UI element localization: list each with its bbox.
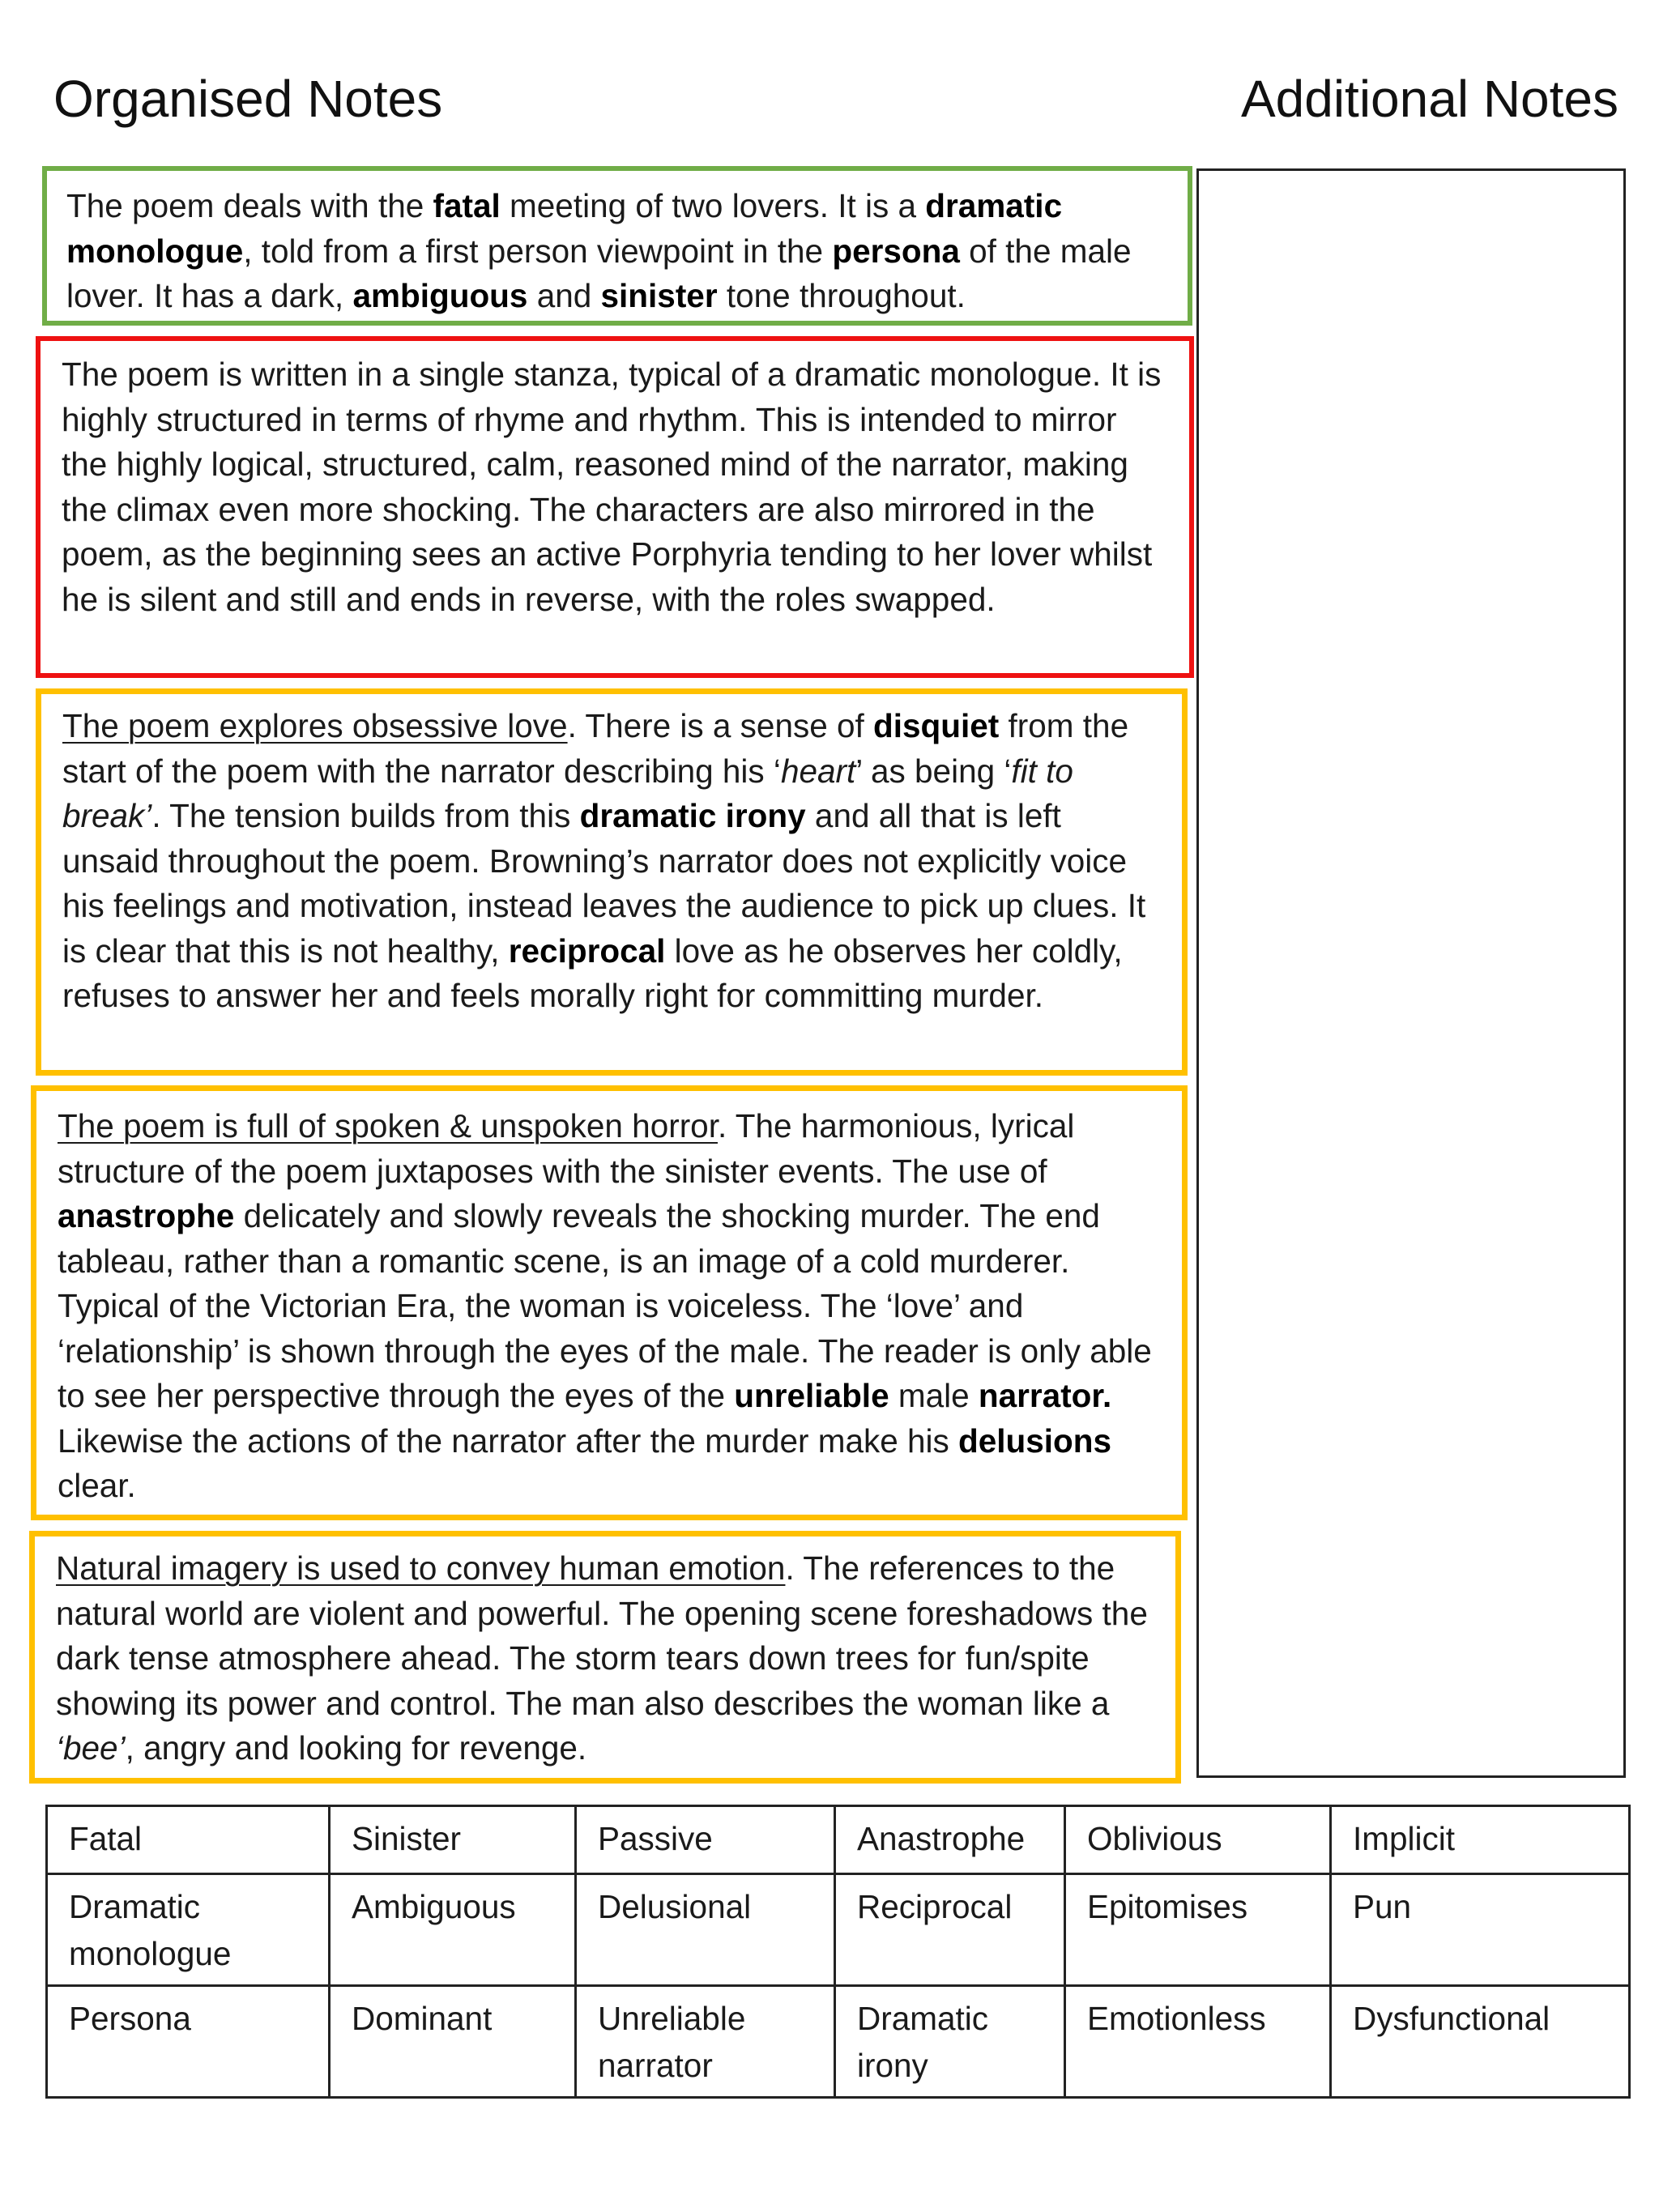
key-term: dramatic irony (579, 797, 806, 834)
additional-notes-area[interactable] (1196, 168, 1626, 1778)
table-cell: Dysfunctional (1331, 1986, 1630, 2098)
table-cell: Oblivious (1065, 1806, 1331, 1874)
table-row (47, 1806, 1630, 1874)
table-cell: Sinister (330, 1806, 576, 1874)
table-cell: Implicit (1331, 1806, 1630, 1874)
theme-heading: The poem explores obsessive love (62, 707, 568, 744)
table-cell: Persona (47, 1986, 330, 2098)
quotation: fit to break’ (62, 752, 1073, 834)
table-cell: Anastrophe (835, 1806, 1065, 1874)
table-cell: Pun (1331, 1874, 1630, 1986)
theme-heading: Natural imagery is used to convey human emotion (56, 1549, 786, 1587)
key-term: dramatic monologue (66, 187, 1063, 270)
table-row (47, 1874, 1630, 1986)
key-term: persona (832, 232, 960, 270)
intro-paragraph: The poem deals with the fatal meeting of two lovers. It is a dramatic monologue, told from a first person viewpoint in the persona of the male lover. It has a dark, ambiguous and sinister tone throughout. (66, 187, 1132, 314)
table-cell: Emotionless (1065, 1986, 1331, 2098)
key-term: anastrophe (58, 1197, 235, 1234)
table-cell: Delusional (576, 1874, 835, 1986)
horror-note-box (31, 1085, 1188, 1520)
form-paragraph: The poem is written in a single stanza, typical of a dramatic monologue. It is highly structured in terms of rhyme and rhythm. This is intended to mirror the highly logical, structured, calm, reasoned mind of the narrator, making the climax even more shocking. The characters are also mirrored in the poem, as the beginning sees an active Porphyria tending to her lover whilst he is silent and still and ends in reverse, with the roles swapped. (62, 356, 1162, 618)
form-structure-note-box (36, 336, 1194, 678)
horror-paragraph: The poem is full of spoken & unspoken horror. The harmonious, lyrical structure of the poem juxtaposes with the sinister events. The use of anastrophe delicately and slowly reveals the shocking murder. The end tableau, rather than a romantic scene, is an image of a cold murderer. Typical of the Victorian Era, the woman is voiceless. The ‘love’ and ‘relationship’ is shown through the eyes of the male. The reader is only able to see her perspective through the eyes of the unreliable male narrator. Likewise the actions of the narrator after the murder make his delusions clear. (58, 1107, 1152, 1504)
table-row (47, 1986, 1630, 2098)
table-cell: Dramatic monologue (47, 1874, 330, 1986)
table-cell: Ambiguous (330, 1874, 576, 1986)
obsessive-love-note-box (36, 688, 1188, 1076)
love-paragraph: The poem explores obsessive love. There is a sense of disquiet from the start of the poem with the narrator describing his ‘heart’ as being ‘fit to break’. The tension builds from this dramatic irony and all that is left unsaid throughout the poem. Browning’s narrator does not explicitly voice his feelings and motivation, instead leaves the audience to pick up clues. It is clear that this is not healthy, reciprocal love as he observes her coldly, refuses to answer her and feels morally right for committing murder. (62, 707, 1146, 1014)
table-cell: Epitomises (1065, 1874, 1331, 1986)
intro-note-box (42, 166, 1192, 326)
theme-heading: The poem is full of spoken & unspoken horror (58, 1107, 718, 1144)
table-cell: Reciprocal (835, 1874, 1065, 1986)
key-term: delusions (958, 1421, 1112, 1460)
key-term: fatal (433, 187, 501, 224)
key-terms-table (45, 1805, 1631, 2099)
key-term: reciprocal (508, 931, 666, 970)
key-term: ambiguous (352, 277, 528, 314)
key-term: sinister (600, 277, 718, 314)
organised-notes-title: Organised Notes (53, 70, 443, 128)
table-cell: Passive (576, 1806, 835, 1874)
quotation: heart (780, 752, 856, 790)
nature-paragraph: Natural imagery is used to convey human emotion. The references to the natural world are violent and powerful. The opening scene foreshadows the dark tense atmosphere ahead. The storm tears down trees for fun/spite showing its power and control. The man also describes the woman like a ‘bee’, angry and looking for revenge. (56, 1549, 1148, 1767)
additional-notes-title: Additional Notes (1240, 70, 1618, 128)
table-cell: Fatal (47, 1806, 330, 1874)
key-term: disquiet (873, 707, 1000, 744)
key-term: narrator. (978, 1377, 1112, 1414)
quotation: ‘bee’ (56, 1729, 126, 1767)
table-cell: Dominant (330, 1986, 576, 2098)
table-cell: Unreliable narrator (576, 1986, 835, 2098)
table-cell: Dramatic irony (835, 1986, 1065, 2098)
key-term: unreliable (734, 1377, 889, 1414)
natural-imagery-note-box (29, 1531, 1181, 1784)
